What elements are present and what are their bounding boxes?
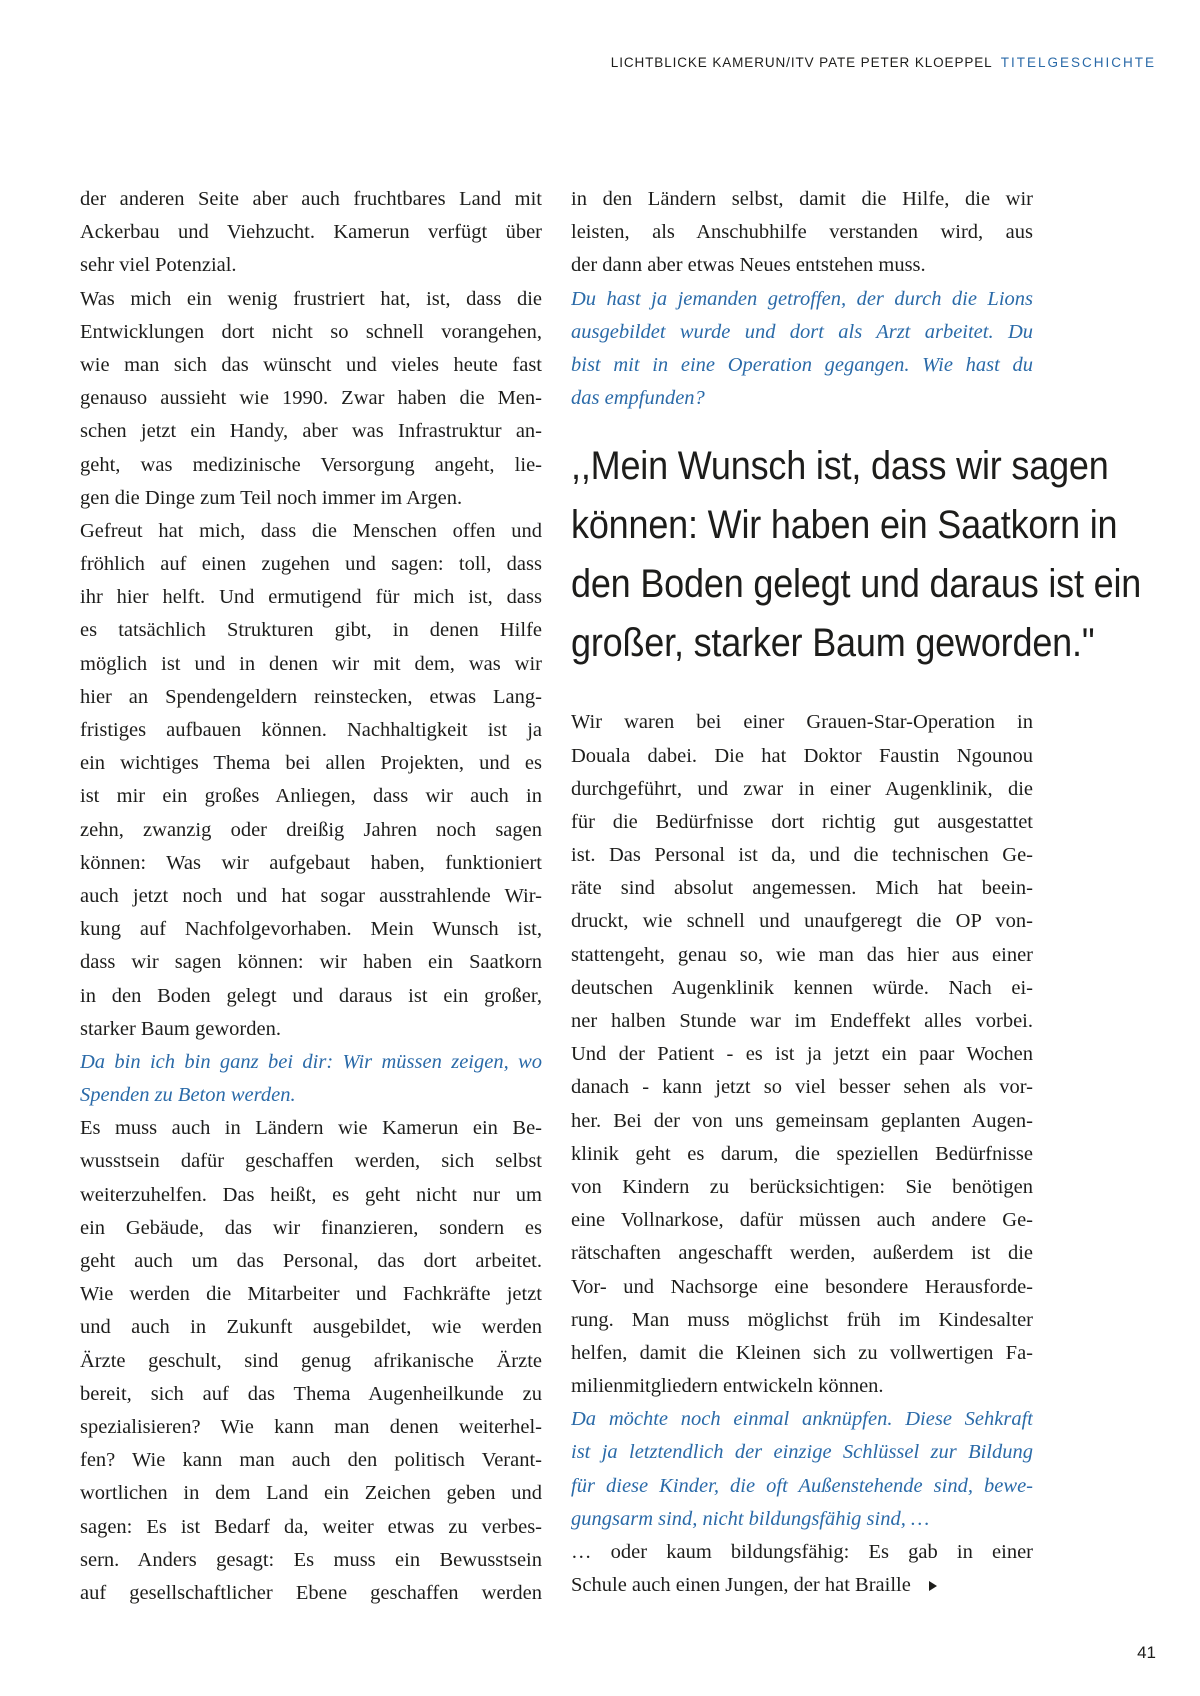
text-line: fristiges aufbauen können. Nachhaltigkeit ist ja: [80, 719, 542, 741]
text-line: sern. Anders gesagt: Es muss ein Bewusstsein: [80, 1548, 542, 1571]
text-line: wie man sich das wünscht und vieles heute fast: [80, 353, 542, 376]
text-line: wortlichen in dem Land ein Zeichen geben und: [80, 1482, 542, 1505]
text-line: Douala dabei. Die hat Doktor Faustin Ngounou: [571, 744, 1033, 767]
text-line: deutschen Augenklinik kennen würde. Nach ei-: [571, 976, 1033, 999]
text-line: genauso aussieht wie 1990. Zwar haben die Men-: [80, 387, 542, 410]
text-line: Wir waren bei einer Grauen-Star-Operation in: [571, 711, 1033, 734]
text-line: weiterzuhelfen. Das heißt, es geht nicht nur um: [80, 1183, 542, 1206]
question-line: das empfunden?: [571, 387, 705, 410]
text-line: ist. Das Personal ist da, und die technischen Ge-: [571, 844, 1033, 867]
running-head: [611, 55, 1156, 70]
body-paragraphs: [571, 1536, 1033, 1602]
text-line: dass wir sagen können: wir haben ein Saatkorn: [80, 951, 542, 974]
arrow-right-icon: [929, 1581, 937, 1591]
text-line: der dann aber etwas Neues entstehen muss.: [571, 254, 926, 277]
text-line: hier an Spendengeldern reinstecken, etwas Lang-: [80, 685, 542, 708]
body-paragraphs: [80, 183, 542, 1046]
text-line: geht, was medizinische Versorgung angeht, lie-: [80, 453, 542, 476]
interview-question: [80, 1046, 542, 1112]
text-line: für die Bedürfnisse dort richtig gut ausgestattet: [571, 810, 1033, 833]
question-line: ausgebildet wurde und dort als Arzt arbeitet. Du: [571, 320, 1033, 343]
section-label: TITELGESCHICHTE: [1000, 55, 1156, 70]
text-line: sehr viel Potenzial.: [80, 254, 237, 277]
text-line-continued: [571, 1569, 1033, 1602]
body-paragraphs: [80, 1112, 542, 1610]
pull-quote-line: großer, starker Baum geworden.": [571, 621, 1095, 666]
text-line: klinik geht es darum, die speziellen Bedürfnisse: [571, 1142, 1033, 1165]
text-line: auch jetzt noch und hat sogar ausstrahlende Wir-: [80, 884, 542, 907]
text-line: von Kindern zu berücksichtigen: Sie benötigen: [571, 1175, 1033, 1198]
text-line: Gefreut hat mich, dass die Menschen offen und: [80, 519, 542, 542]
text-line: Ackerbau und Viehzucht. Kamerun verfügt über: [80, 221, 542, 244]
text-line: bereit, sich auf das Thema Augenheilkunde zu: [80, 1382, 542, 1405]
body-paragraphs: [571, 706, 1033, 1403]
text-line: danach - kann jetzt so viel besser sehen als vor-: [571, 1076, 1033, 1099]
text-line: können: Was wir aufgebaut haben, funktioniert: [80, 851, 542, 874]
pull-quote-line: ,,Mein Wunsch ist, dass wir sagen: [571, 444, 1109, 489]
text-line: Ärzte geschult, sind genug afrikanische Ärzte: [80, 1349, 542, 1372]
text-line: spezialisieren? Wie kann man denen weiterhel-: [80, 1415, 542, 1438]
text-line: eine Vollnarkose, dafür müssen auch andere Ge-: [571, 1209, 1033, 1232]
text-line: räte sind absolut angemessen. Mich hat beein-: [571, 877, 1033, 900]
text-line: gen die Dinge zum Teil noch immer im Argen.: [80, 486, 463, 509]
pull-quote-line: den Boden gelegt und daraus ist ein: [571, 562, 1142, 607]
text-line: fröhlich auf einen zugehen und sagen: toll, dass: [80, 553, 542, 576]
text-line: stattengeht, genau so, wie man das hier aus einer: [571, 943, 1033, 966]
text-line: her. Bei der von uns gemeinsam geplanten Augen-: [571, 1109, 1033, 1132]
question-line: Da möchte noch einmal anknüpfen. Diese Sehkraft: [571, 1408, 1033, 1431]
text-line: Schule auch einen Jungen, der hat Braille: [571, 1574, 911, 1597]
text-line: es tatsächlich Strukturen gibt, in denen Hilfe: [80, 619, 542, 642]
text-line: rätschaften angeschafft werden, außerdem ist die: [571, 1242, 1033, 1265]
text-line: … oder kaum bildungsfähig: Es gab in einer: [571, 1541, 1033, 1563]
text-line: ner halben Stunde war im Endeffekt alles vorbei.: [571, 1010, 1033, 1032]
text-line: ihr hier helft. Und ermutigend für mich ist, dass: [80, 586, 542, 609]
text-line: der anderen Seite aber auch fruchtbares Land mit: [80, 188, 542, 210]
text-line: geht auch um das Personal, das dort arbeitet.: [80, 1250, 542, 1272]
interview-question: [571, 283, 1033, 416]
page-number: 41: [1137, 1643, 1156, 1662]
text-line: möglich ist und in denen wir mit dem, was wir: [80, 652, 542, 675]
right-column: [571, 183, 1142, 1602]
text-line: ein wichtiges Thema bei allen Projekten, und es: [80, 752, 542, 775]
text-line: rung. Man muss möglichst früh im Kindesalter: [571, 1308, 1033, 1331]
question-line: bist mit in eine Operation gegangen. Wie hast du: [571, 353, 1033, 376]
text-line: Es muss auch in Ländern wie Kamerun ein Be-: [80, 1117, 542, 1140]
text-line: milienmitgliedern entwickeln können.: [571, 1375, 884, 1398]
text-line: sagen: Es ist Bedarf da, weiter etwas zu verbes-: [80, 1515, 542, 1538]
text-line: Was mich ein wenig frustriert hat, ist, dass die: [80, 287, 542, 310]
text-line: helfen, damit die Kleinen sich zu vollwertigen Fa-: [571, 1341, 1033, 1364]
text-line: durchgeführt, und zwar in einer Augenklinik, die: [571, 777, 1033, 800]
question-line: Spenden zu Beton werden.: [80, 1084, 296, 1107]
text-line: auf gesellschaftlicher Ebene geschaffen werden: [80, 1581, 542, 1604]
body-paragraphs: [571, 183, 1033, 283]
question-line: gungsarm sind, nicht bildungsfähig sind, …: [571, 1507, 930, 1530]
interview-question: [571, 1403, 1033, 1536]
text-line: fen? Wie kann man auch den politisch Verant-: [80, 1449, 542, 1472]
text-line: Vor- und Nachsorge eine besondere Herausforde-: [571, 1275, 1033, 1298]
text-line: in den Boden gelegt und daraus ist ein großer,: [80, 984, 542, 1007]
question-line: Da bin ich bin ganz bei dir: Wir müssen zeigen, wo: [80, 1050, 542, 1073]
question-line: für diese Kinder, die oft Außenstehende sind, bewe-: [571, 1474, 1033, 1497]
text-line: wusstsein dafür geschaffen werden, sich selbst: [80, 1150, 542, 1173]
question-line: Du hast ja jemanden getroffen, der durch die Lions: [571, 287, 1033, 310]
text-line: kung auf Nachfolgevorhaben. Mein Wunsch ist,: [80, 918, 542, 941]
text-line: Und der Patient - es ist ja jetzt ein paar Wochen: [571, 1043, 1033, 1066]
pull-quote-line: können: Wir haben ein Saatkorn in: [571, 503, 1118, 548]
pull-quote: [571, 437, 1142, 673]
text-line: in den Ländern selbst, damit die Hilfe, die wir: [571, 188, 1033, 210]
running-title: LICHTBLICKE KAMERUN/ITV PATE PETER KLOEPPEL: [610, 55, 993, 70]
text-line: zehn, zwanzig oder dreißig Jahren noch sagen: [80, 818, 542, 841]
text-line: und auch in Zukunft ausgebildet, wie werden: [80, 1316, 542, 1339]
text-line: schen jetzt ein Handy, aber was Infrastruktur an-: [80, 420, 542, 443]
text-line: Entwicklungen dort nicht so schnell vorangehen,: [80, 320, 542, 343]
text-line: leisten, als Anschubhilfe verstanden wird, aus: [571, 221, 1033, 244]
text-line: starker Baum geworden.: [80, 1017, 281, 1040]
text-line: ein Gebäude, das wir finanzieren, sondern es: [80, 1216, 542, 1239]
left-column: [80, 183, 542, 1610]
text-line: Wie werden die Mitarbeiter und Fachkräfte jetzt: [80, 1283, 542, 1306]
text-line: druckt, wie schnell und unaufgeregt die OP von-: [571, 910, 1033, 933]
text-line: ist mir ein großes Anliegen, dass wir auch in: [80, 785, 542, 808]
question-line: ist ja letztendlich der einzige Schlüssel zur Bildung: [571, 1441, 1033, 1464]
